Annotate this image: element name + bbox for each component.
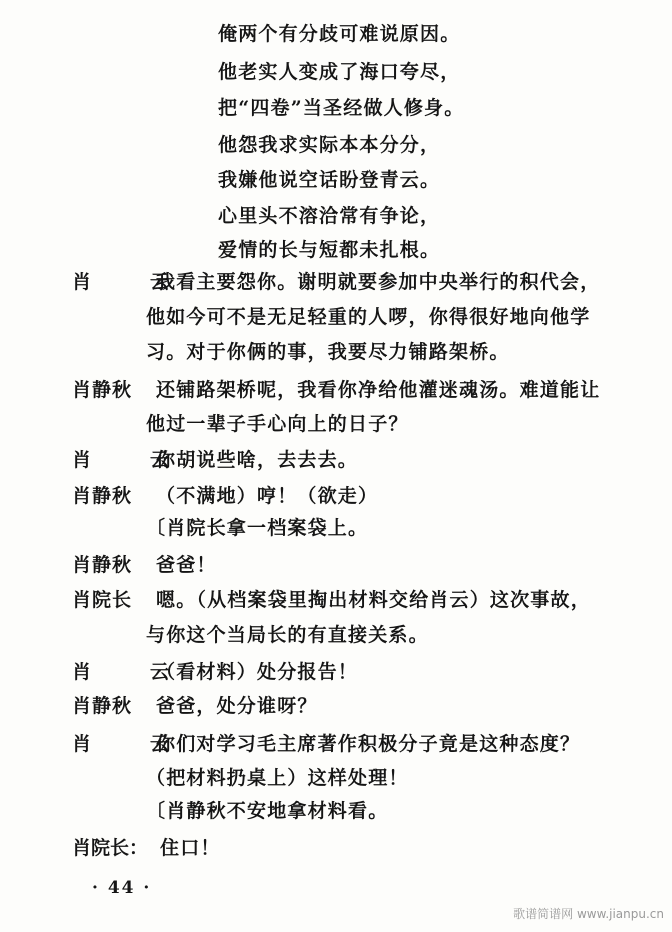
- dialogue-line: 爸爸，处分谁呀？: [156, 695, 318, 717]
- dialogue-line: 还铺路架桥呢，我看你净给他灌迷魂汤。难道能让: [156, 379, 601, 401]
- speaker-name: 肖静秋: [72, 554, 133, 576]
- speaker-name: 肖静秋: [72, 695, 133, 717]
- watermark: 歌谱简谱网 www.jianpu.cn: [513, 907, 664, 921]
- verse-line: 俺两个有分歧可难说原因。: [218, 23, 461, 45]
- verse-line: 心里头不溶洽常有争论，: [218, 205, 441, 227]
- speaker-name: 肖 云: [72, 661, 190, 683]
- speaker-name: 肖静秋: [72, 485, 133, 507]
- page-number: · 44 ·: [92, 878, 152, 898]
- dialogue-line: （不满地）哼！（欲走）: [156, 485, 379, 507]
- dialogue-line: 住口！: [160, 837, 221, 859]
- dialogue-line: 你们对学习毛主席著作积极分子竟是这种态度？: [156, 733, 581, 755]
- dialogue-line: 他过一辈子手心向上的日子？: [146, 413, 409, 435]
- speaker-name: 肖静秋: [72, 379, 133, 401]
- verse-line: 爱情的长与短都未扎根。: [218, 239, 441, 261]
- verse-line: 他老实人变成了海口夸尽，: [218, 61, 461, 83]
- dialogue-line: 你胡说些啥，去去去。: [156, 449, 359, 471]
- dialogue-line: 爸爸！: [156, 554, 217, 576]
- verse-line: 他怨我求实际本本分分，: [218, 134, 441, 156]
- dialogue-line: 他如今可不是无足轻重的人啰，你得很好地向他学: [146, 306, 591, 328]
- dialogue-line: 与你这个当局长的有直接关系。: [146, 624, 429, 646]
- stage-direction: （把材料扔桌上）这样处理！: [146, 767, 409, 789]
- speaker-name: 肖院长：: [72, 837, 149, 859]
- dialogue-line: （看材料）处分报告！: [156, 661, 359, 683]
- verse-line: 把“四卷”当圣经做人修身。: [218, 97, 465, 119]
- speaker-name: 肖院长: [72, 589, 133, 611]
- dialogue-line: 习。对于你俩的事，我要尽力铺路架桥。: [146, 341, 510, 363]
- speaker-name: 肖 云: [72, 271, 190, 293]
- stage-direction: 〔肖院长拿一档案袋上。: [146, 517, 369, 539]
- speaker-name: 肖 云: [72, 733, 190, 755]
- verse-line: 我嫌他说空话盼登青云。: [218, 169, 441, 191]
- dialogue-line: 我看主要怨你。谢明就要参加中央举行的积代会，: [156, 271, 601, 293]
- stage-direction: 〔肖静秋不安地拿材料看。: [146, 800, 389, 822]
- dialogue-line: 嗯。（从档案袋里掏出材料交给肖云）这次事故，: [156, 589, 591, 611]
- speaker-name: 肖 云: [72, 449, 190, 471]
